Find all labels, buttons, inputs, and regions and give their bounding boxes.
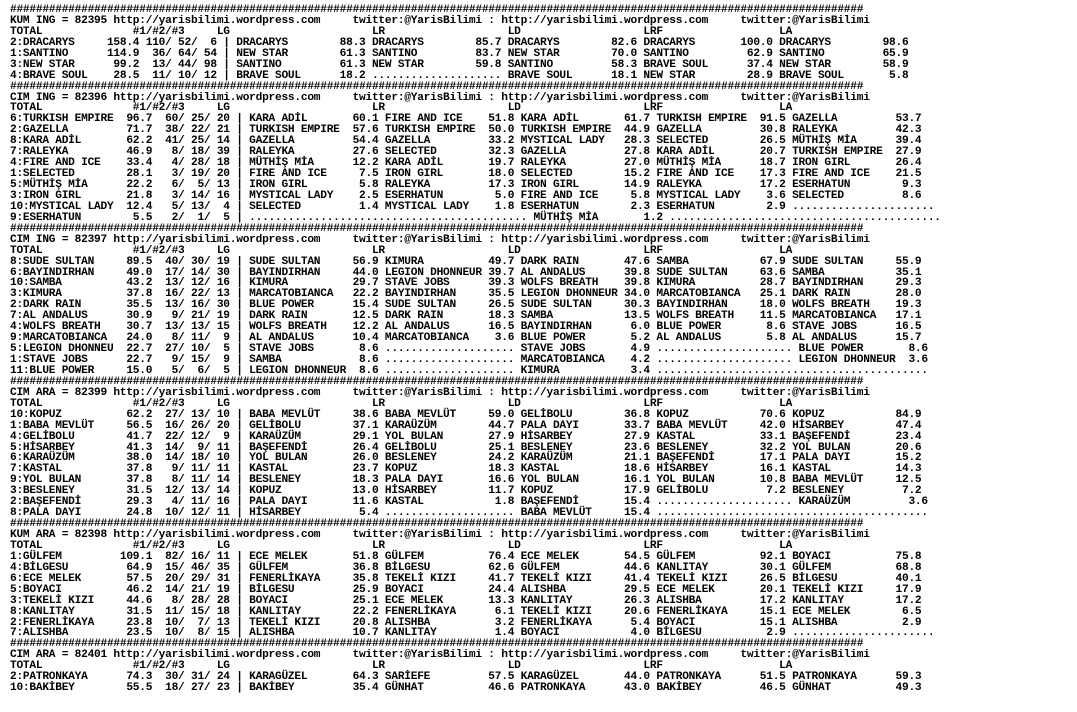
text-line: 3:KIMURA 37.8 16/ 22/ 13 | MARCATOBIANCA 22.2 BAYINDIRHAN 35.5 LEGION DHONNEUR 34.0 MARCATOBIANCA 25.1 DARK RAIN 28.0 <box>10 288 922 301</box>
text-line: 3:NEW STAR 99.2 13/ 44/ 98 | SANTINO 61.3 NEW STAR 59.8 SANTINO 58.3 BRAVE SOUL 37.4 NEW STAR 58.9 <box>10 58 909 71</box>
text-line: 1:BABA MEVLÜT 56.5 16/ 26/ 20 | GELİBOLU 37.1 KARAÜZÜM 44.7 PALA DAYI 33.7 BABA MEVLÜT 42.0 HİSARBEY 47.4 <box>10 419 922 432</box>
text-line: 5:LEGION DHONNEU 22.7 27/ 10/ 5 | STAVE JOBS 8.6 .................... STAVE JOBS 4.9 ..................... BLUE POWER 8.6 <box>10 343 928 356</box>
text-line: 7:KASTAL 37.8 9/ 11/ 11 | KASTAL 23.7 KOPUZ 18.3 KASTAL 18.6 HİSARBEY 16.1 KASTAL 14.3 <box>10 463 922 476</box>
text-line: TOTAL #1/#2/#3 LG LR LD LRF LA <box>10 539 793 552</box>
text-line: 2:FENERLİKAYA 23.8 10/ 7/ 13 | TEKELİ KIZI 20.8 ALISHBA 3.2 FENERLİKAYA 5.4 BOYACI 15.1 ALISHBA 2.9 <box>10 616 922 629</box>
text-line: #################################################################################################################################### <box>10 222 864 235</box>
text-line: 1:SELECTED 28.1 3/ 19/ 20 | FIRE AND ICE 7.5 IRON GIRL 18.0 SELECTED 15.2 FIRE AND ICE 17.3 FIRE AND ICE 21.5 <box>10 168 922 181</box>
text-line: #################################################################################################################################### <box>10 518 864 531</box>
text-line: CIM ING = 82397 http://yarisbilimi.wordpress.com twitter:@YarisBilimi : http://yarisbilimi.wordpress.com twitter:@YarisBilimi <box>10 233 870 246</box>
text-line: 6:ECE MELEK 57.5 20/ 29/ 31 | FENERLİKAYA 35.8 TEKELİ KIZI 41.7 TEKELİ KIZI 41.4 TEKELİ KIZI 26.5 BİLGESU 40.1 <box>10 572 922 585</box>
text-line: 2:GAZELLA 71.7 38/ 22/ 21 | TURKISH EMPIRE 57.6 TURKISH EMPIRE 50.0 TURKISH EMPIRE 44.9 GAZELLA 30.8 RALEYKA 42.3 <box>10 124 922 137</box>
text-line: 6:BAYINDIRHAN 49.0 17/ 14/ 30 | BAYINDIRHAN 44.0 LEGION DHONNEUR 39.7 AL ANDALUS 39.8 SUDE SULTAN 63.6 SAMBA 35.1 <box>10 266 922 279</box>
text-line: KUM ING = 82395 http://yarisbilimi.wordpress.com twitter:@YarisBilimi : http://yarisbilimi.wordpress.com twitter:@YarisBilimi <box>10 14 870 27</box>
text-line: 9:ESERHATUN 5.5 2/ 1/ 5 | ........................................... MÜTHİŞ MİA 1.2 .......................................... <box>10 211 941 224</box>
text-line: 3:TEKELİ KIZI 44.6 8/ 28/ 28 | BOYACI 25.1 ECE MELEK 13.3 KANLITAY 26.3 ALISHBA 17.2 KANLITAY 17.2 <box>10 594 922 607</box>
text-line: 7:ALISHBA 23.5 10/ 8/ 15 | ALISHBA 10.7 KANLITAY 1.4 BOYACI 4.0 BİLGESU 2.9 ...................... <box>10 627 935 640</box>
text-line: 10:MYSTICAL LADY 12.4 5/ 13/ 4 | SELECTED 1.4 MYSTICAL LADY 1.8 ESERHATUN 2.3 ESERHATUN 2.9 ...................... <box>10 200 935 213</box>
text-line: 8:SUDE SULTAN 89.5 40/ 30/ 19 | SUDE SULTAN 56.9 KIMURA 49.7 DARK RAIN 47.6 SAMBA 67.9 SUDE SULTAN 55.9 <box>10 255 922 268</box>
text-line: 2:BAŞEFENDİ 29.3 4/ 11/ 16 | PALA DAYI 11.6 KASTAL 1.8 BAŞEFENDİ 15.4 ..................... KARAÜZÜM 3.6 <box>10 496 928 509</box>
text-line: 2:DRACARYS 158.4 110/ 52/ 6 | DRACARYS 88.3 DRACARYS 85.7 DRACARYS 82.6 DRACARYS 100.0 DRACARYS 98.6 <box>10 36 909 49</box>
text-line: 7:AL ANDALUS 30.9 9/ 21/ 19 | DARK RAIN 12.5 DARK RAIN 18.3 SAMBA 13.5 WOLFS BREATH 11.5 MARCATOBIANCA 17.1 <box>10 310 922 323</box>
text-line: 4:WOLFS BREATH 30.7 13/ 13/ 15 | WOLFS BREATH 12.2 AL ANDALUS 16.5 BAYINDIRHAN 6.0 BLUE POWER 8.6 STAVE JOBS 16.5 <box>10 321 922 334</box>
text-line: 9:YOL BULAN 37.8 8/ 11/ 14 | BESLENEY 18.3 PALA DAYI 16.6 YOL BULAN 16.1 YOL BULAN 10.8 BABA MEVLÜT 12.5 <box>10 474 922 487</box>
text-line: 6:TURKISH EMPIRE 96.7 60/ 25/ 20 | KARA ADİL 60.1 FIRE AND ICE 51.8 KARA ADİL 61.7 TURKISH EMPIRE 91.5 GAZELLA 53.7 <box>10 113 922 126</box>
text-line: TOTAL #1/#2/#3 LG LR LD LRF LA <box>10 244 793 257</box>
text-line: 9:MARCATOBIANCA 24.0 8/ 11/ 9 | AL ANDALUS 10.4 MARCATOBIANCA 3.6 BLUE POWER 5.2 AL ANDALUS 5.8 AL ANDALUS 15.7 <box>10 332 922 345</box>
text-line: 2:DARK RAIN 35.5 13/ 16/ 30 | BLUE POWER 15.4 SUDE SULTAN 26.5 SUDE SULTAN 30.3 BAYINDIRHAN 18.0 WOLFS BREATH 19.3 <box>10 299 922 312</box>
text-line: TOTAL #1/#2/#3 LG LR LD LRF LA <box>10 25 793 38</box>
text-line: TOTAL #1/#2/#3 LG LR LD LRF LA <box>10 397 793 410</box>
text-line: #################################################################################################################################### <box>10 4 864 16</box>
text-line: 2:PATRONKAYA 74.3 30/ 31/ 24 | KARAGÜZEL 64.3 SARİEFE 57.5 KARAGÜZEL 44.0 PATRONKAYA 51.5 PATRONKAYA 59.3 <box>10 671 922 684</box>
text-line: 4:BİLGESU 64.9 15/ 46/ 35 | GÜLFEM 36.8 BİLGESU 62.6 GÜLFEM 44.6 KANLITAY 30.1 GÜLFEM 68.8 <box>10 561 922 574</box>
text-line: 7:RALEYKA 46.9 8/ 18/ 39 | RALEYKA 27.6 SELECTED 32.3 GAZELLA 27.8 KARA ADİL 20.7 TURKISH EMPIRE 27.9 <box>10 146 922 159</box>
text-line: 1:GÜLFEM 109.1 82/ 16/ 11 | ECE MELEK 51.8 GÜLFEM 76.4 ECE MELEK 54.5 GÜLFEM 92.1 BOYACI 75.8 <box>10 550 922 563</box>
text-line: #################################################################################################################################### <box>10 375 864 388</box>
text-line: 3:BESLENEY 31.5 12/ 13/ 14 | KOPUZ 13.0 HİSARBEY 11.7 KOPUZ 17.9 GELİBOLU 7.2 BESLENEY 7.2 <box>10 485 922 498</box>
text-line: 4:BRAVE SOUL 28.5 11/ 10/ 12 | BRAVE SOUL 18.2 .................... BRAVE SOUL 18.1 NEW STAR 28.9 BRAVE SOUL 5.8 <box>10 69 909 82</box>
text-line: #################################################################################################################################### <box>10 80 864 93</box>
text-line: CIM ARA = 82399 http://yarisbilimi.wordpress.com twitter:@YarisBilimi : http://yarisbilimi.wordpress.com twitter:@YarisBilimi <box>10 386 870 399</box>
text-line: 10:SAMBA 43.2 13/ 12/ 16 | KIMURA 29.7 STAVE JOBS 39.3 WOLFS BREATH 39.8 KIMURA 28.7 BAYINDIRHAN 29.3 <box>10 277 922 290</box>
text-line: KUM ARA = 82398 http://yarisbilimi.wordpress.com twitter:@YarisBilimi : http://yarisbilimi.wordpress.com twitter:@YarisBilimi <box>10 529 870 541</box>
text-line: 8:KARA ADİL 62.2 41/ 25/ 14 | GAZELLA 54.4 GAZELLA 33.2 MYSTICAL LADY 28.3 SELECTED 26.5 MÜTHİŞ MİA 39.4 <box>10 135 922 148</box>
text-line: #################################################################################################################################### <box>10 638 864 651</box>
text-line: 5:BOYACI 46.2 14/ 21/ 19 | BİLGESU 25.9 BOYACI 24.4 ALISHBA 29.5 ECE MELEK 20.1 TEKELİ KIZI 17.9 <box>10 583 922 596</box>
text-line: CIM ING = 82396 http://yarisbilimi.wordpress.com twitter:@YarisBilimi : http://yarisbilimi.wordpress.com twitter:@YarisBilimi <box>10 91 870 104</box>
text-line: TOTAL #1/#2/#3 LG LR LD LRF LA <box>10 660 793 673</box>
text-line: 3:IRON GIRL 21.8 3/ 14/ 16 | MYSTICAL LADY 2.5 ESERHATUN 5.0 FIRE AND ICE 5.8 MYSTICAL LADY 3.6 SELECTED 8.6 <box>10 189 922 202</box>
text-line: 10:BAKİBEY 55.5 18/ 27/ 23 | BAKİBEY 35.4 GÜNHAT 46.6 PATRONKAYA 43.0 BAKİBEY 46.5 GÜNHAT 49.3 <box>10 682 922 695</box>
text-line: 5:HİSARBEY 41.3 14/ 9/ 11 | BAŞEFENDİ 26.4 GELİBOLU 25.1 BESLENEY 23.6 BESLENEY 32.2 YOL BULAN 20.6 <box>10 441 922 454</box>
text-line: 4:FIRE AND ICE 33.4 4/ 28/ 18 | MÜTHİŞ MİA 12.2 KARA ADİL 19.7 RALEYKA 27.0 MÜTHİŞ MİA 18.7 IRON GIRL 26.4 <box>10 157 922 170</box>
text-line: CIM ARA = 82401 http://yarisbilimi.wordpress.com twitter:@YarisBilimi : http://yarisbilimi.wordpress.com twitter:@YarisBilimi <box>10 649 870 662</box>
text-line: TOTAL #1/#2/#3 LG LR LD LRF LA <box>10 102 793 115</box>
text-line: 5:MÜTHİŞ MİA 22.2 6/ 5/ 13 | IRON GIRL 5.8 RALEYKA 17.3 IRON GIRL 14.9 RALEYKA 17.2 ESERHATUN 9.3 <box>10 179 922 191</box>
text-line: 11:BLUE POWER 15.0 5/ 6/ 5 | LEGION DHONNEUR 8.6 .................... KIMURA 3.4 .......................................... <box>10 364 928 377</box>
text-line: 4:GELİBOLU 41.7 22/ 12/ 9 | KARAÜZÜM 29.1 YOL BULAN 27.9 HİSARBEY 27.9 KASTAL 33.1 BAŞEFENDİ 23.4 <box>10 430 922 443</box>
text-line: 1:STAVE JOBS 22.7 9/ 15/ 9 | SAMBA 8.6 .................... MARCATOBIANCA 4.2 ..................... LEGION DHONNEUR 3.6 <box>10 354 928 366</box>
text-line: 1:SANTINO 114.9 36/ 64/ 54 | NEW STAR 61.3 SANTINO 83.7 NEW STAR 70.0 SANTINO 62.9 SANTINO 65.9 <box>10 47 909 60</box>
text-line: 8:KANLITAY 31.5 11/ 15/ 18 | KANLITAY 22.2 FENERLİKAYA 6.1 TEKELİ KIZI 20.6 FENERLİKAYA 15.1 ECE MELEK 6.5 <box>10 605 922 618</box>
text-line: 10:KOPUZ 62.2 27/ 13/ 10 | BABA MEVLÜT 38.6 BABA MEVLÜT 59.0 GELİBOLU 36.8 KOPUZ 70.6 KOPUZ 84.9 <box>10 408 922 421</box>
text-line: 8:PALA DAYI 24.8 10/ 12/ 11 | HİSARBEY 5.4 .................... BABA MEVLÜT 15.4 .......................................... <box>10 507 928 520</box>
text-line: 6:KARAÜZÜM 38.0 14/ 18/ 10 | YOL BULAN 26.0 BESLENEY 24.2 KARAÜZÜM 21.1 BAŞEFENDİ 17.1 PALA DAYI 15.2 <box>10 452 922 465</box>
